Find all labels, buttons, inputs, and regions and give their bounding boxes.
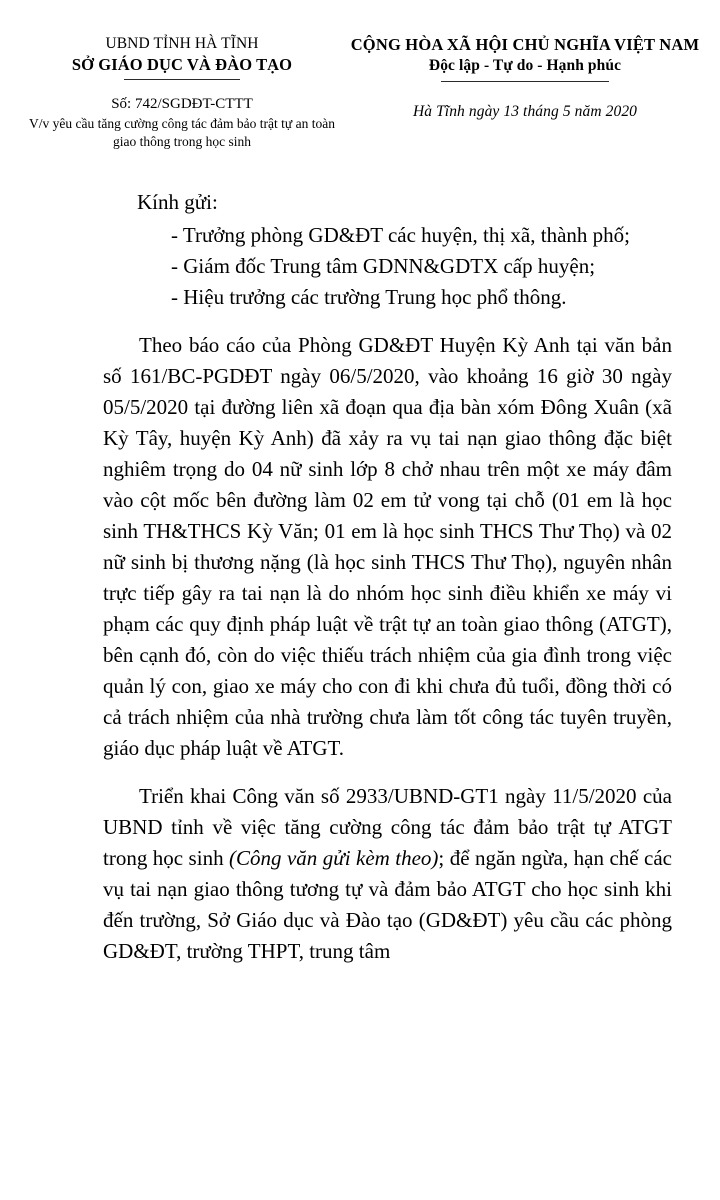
motto-underline-wrap xyxy=(350,77,700,82)
department-underline-wrap xyxy=(22,75,342,80)
department-name: SỞ GIÁO DỤC VÀ ĐÀO TẠO xyxy=(71,55,293,74)
department-underline xyxy=(124,79,240,80)
body-paragraph-2 xyxy=(103,781,672,967)
recipient-item: - Hiệu trưởng các trường Trung học phổ thông. xyxy=(171,285,567,309)
document-body xyxy=(0,187,720,967)
recipient-list xyxy=(171,220,672,313)
national-motto: Độc lập - Tự do - Hạnh phúc xyxy=(428,57,622,74)
country-name: CỘNG HÒA XÃ HỘI CHỦ NGHĨA VIỆT NAM xyxy=(350,35,700,54)
salutation: Kính gửi: xyxy=(137,190,218,214)
parent-authority-name: UBND TỈNH HÀ TĨNH xyxy=(105,35,259,52)
body-paragraph-1: Theo báo cáo của Phòng GD&ĐT Huyện Kỳ Anh tại văn bản số 161/BC-PGDĐT ngày 06/5/2020, vào khoảng 16 giờ 30 ngày 05/5/2020 tại đường liên xã đoạn qua địa bàn xóm Đông Xuân (xã Kỳ Tây, huyện Kỳ Anh) đã xảy ra vụ tai nạn giao thông đặc biệt nghiêm trọng do 04 nữ sinh lớp 8 chở nhau trên một xe máy đâm vào cột mốc bên đường làm 02 em tử vong tại chỗ (01 em là học sinh TH&THCS Kỳ Văn; 01 em là học sinh THCS Thư Thọ) và 02 nữ sinh bị thương nặng (là học sinh THCS Thư Thọ), nguyên nhân trực tiếp gây ra tai nạn là do nhóm học sinh điều khiển xe máy vi phạm các quy định pháp luật về trật tự an toàn giao thông (ATGT), bên cạnh đó, còn do việc thiếu trách nhiệm của gia đình trong việc quản lý con, giao xe máy cho con đi khi chưa đủ tuổi, đồng thời có cả trách nhiệm của nhà trường chưa làm tốt công tác tuyên truyền, giáo dục pháp luật về ATGT. xyxy=(103,333,672,760)
document-subject: V/v yêu cầu tăng cường công tác đảm bảo trật tự an toàn giao thông trong học sinh xyxy=(29,116,335,149)
paragraph-2-text-before-italic: Triển khai Công văn số 2933/UBND-GT1 ngày 11/5/2020 của UBND tỉnh về việc tăng cường công tác đảm bảo trật tự ATGT trong học sinh xyxy=(103,784,672,870)
national-heading-block xyxy=(350,34,700,122)
recipient-item: - Trưởng phòng GD&ĐT các huyện, thị xã, thành phố; xyxy=(171,223,630,247)
place-and-date: Hà Tĩnh ngày 13 tháng 5 năm 2020 xyxy=(412,103,638,120)
recipient-item: - Giám đốc Trung tâm GDNN&GDTX cấp huyện; xyxy=(171,254,596,278)
document-header xyxy=(0,0,720,151)
issuing-authority-block xyxy=(22,34,342,151)
document-number: Số: 742/SGDĐT-CTTT xyxy=(111,96,253,112)
paragraph-2-text-after-italic: ; để ngăn ngừa, hạn chế các vụ tai nạn giao thông tương tự và đảm bảo ATGT cho học sinh khi đến trường, Sở Giáo dục và Đào tạo (GD&ĐT) yêu cầu các phòng GD&ĐT, trường THPT, trung tâm xyxy=(103,846,673,963)
motto-underline xyxy=(441,81,609,82)
attached-document-note: (Công văn gửi kèm theo) xyxy=(229,846,439,870)
